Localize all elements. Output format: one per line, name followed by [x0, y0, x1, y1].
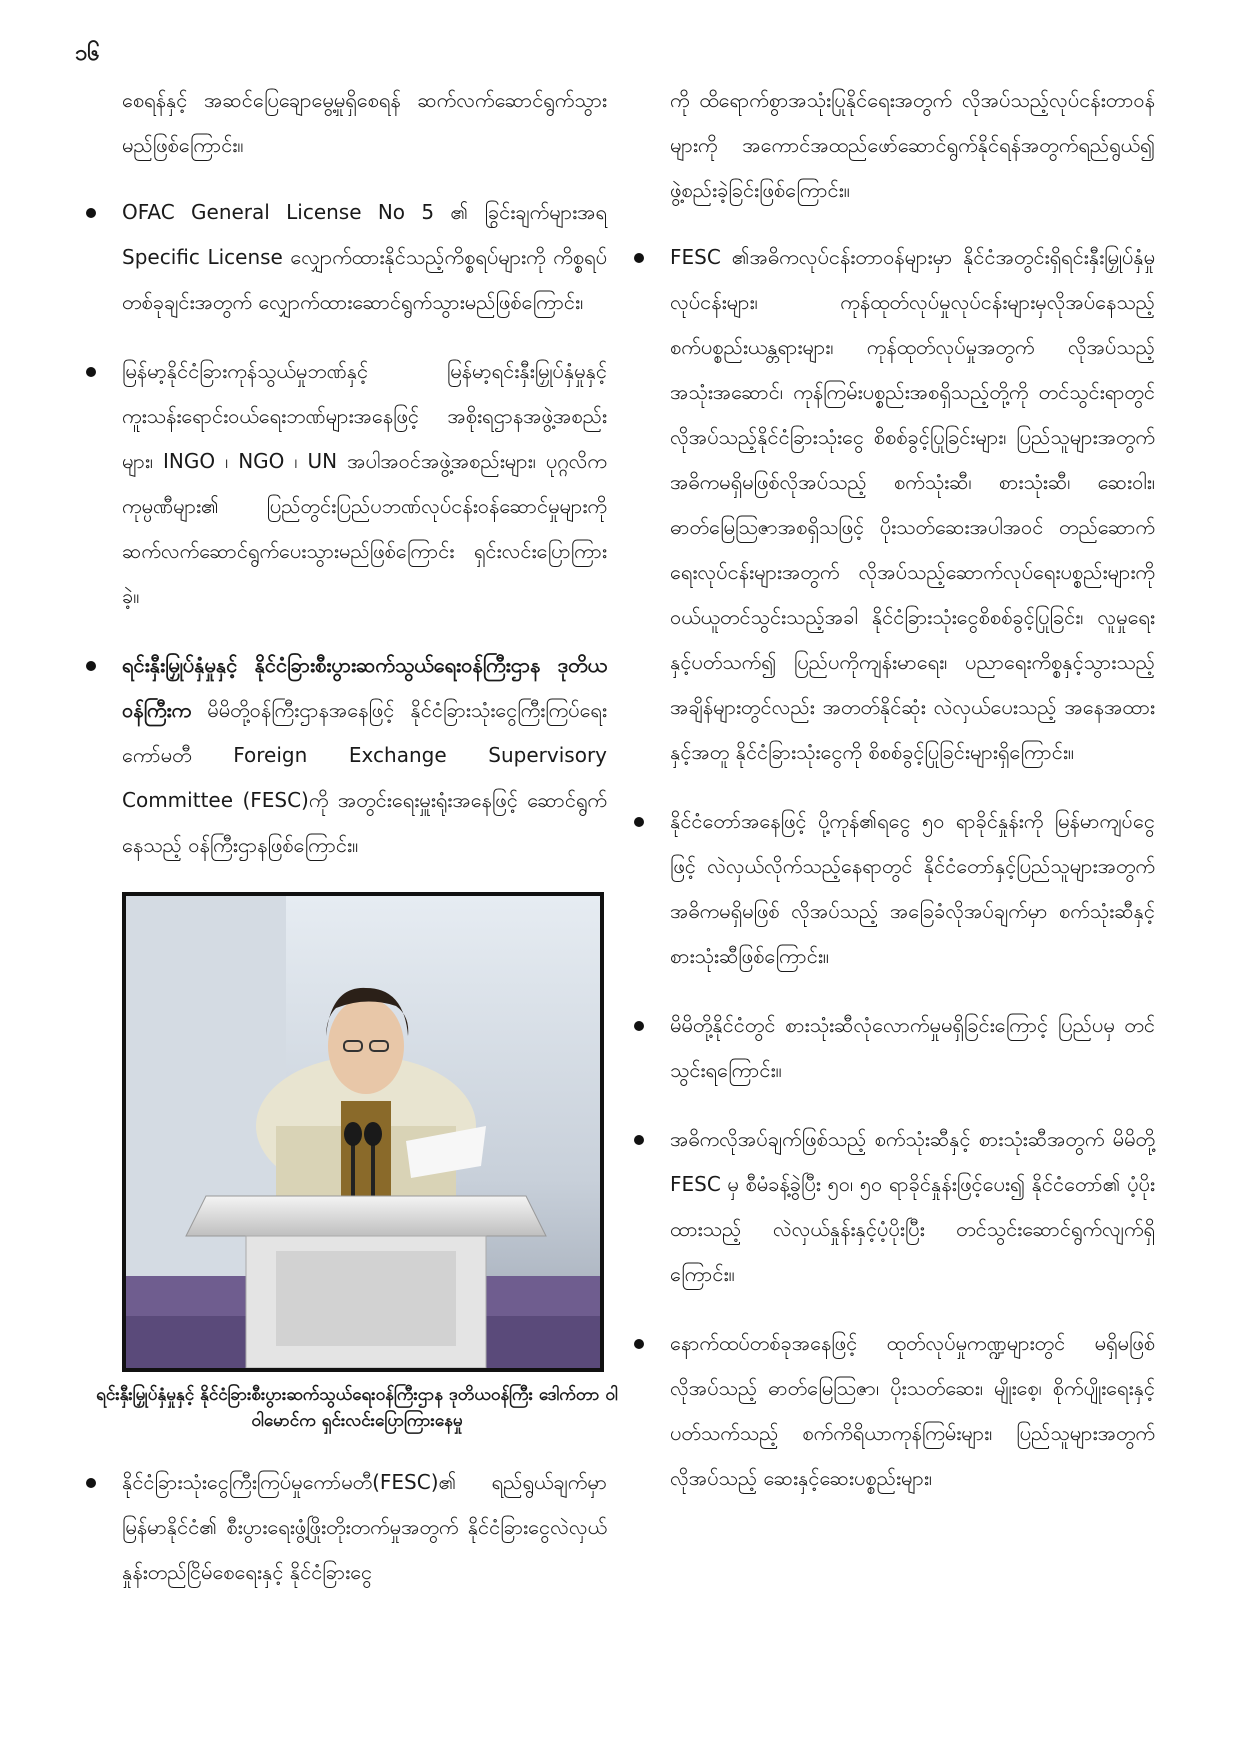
bullet-text: အဓိကလိုအပ်ချက်ဖြစ်သည့် စက်သုံးဆီနှင့် စားသုံးဆီအတွက် မိမိတို့ FESC မှ စီမံခန့်ခွဲပြီး ၅၀၊ ၅၀ ရာခိုင်နှုန်းဖြင့်ပေး၍ နိုင်ငံတော်၏ ပံ့ပိုးထားသည့် လဲလှယ်နှုန်းနှင့်ပံ့ပိုးပြီး တင်သွင်းဆောင်ရွက်လျက်ရှိကြောင်း။: [670, 1127, 1155, 1286]
bullet-dot-icon: [86, 661, 96, 671]
speaker-photo-illustration: [126, 896, 600, 1368]
bullet-item: [640, 235, 1155, 775]
bullet-text: FESC ၏အဓိကလုပ်ငန်းတာဝန်များမှာ နိုင်ငံအတွင်းရှိရင်းနှီးမြှုပ်နှံမှုလုပ်ငန်းများ၊ ကုန်ထုတ်လုပ်မှုလုပ်ငန်းများမှလိုအပ်နေသည့် စက်ပစ္စည်းယန္တရားများ၊ ကုန်ထုတ်လုပ်မှုအတွက် လိုအပ်သည့်အသုံးအဆောင်၊ ကုန်ကြမ်းပစ္စည်းအစရှိသည့်တို့ကို တင်သွင်းရာတွင် လိုအပ်သည့်နိုင်ငံခြားသုံးငွေ စိစစ်ခွင့်ပြုခြင်းများ၊ ပြည်သူများအတွက် အဓိကမရှိမဖြစ်လိုအပ်သည့် စက်သုံးဆီ၊ စားသုံးဆီ၊ ဆေးဝါး၊ ဓာတ်မြေဩဇာအစရှိသဖြင့် ပိုးသတ်ဆေးအပါအဝင် တည်ဆောက်ရေးလုပ်ငန်းများအတွက် လိုအပ်သည့်ဆောက်လုပ်ရေးပစ္စည်းများကို ဝယ်ယူတင်သွင်းသည့်အခါ နိုင်ငံခြားသုံးငွေစိစစ်ခွင့်ပြုခြင်း၊ လူမှုရေးနှင့်ပတ်သက်၍ ပြည်ပကိုကျန်းမာရေး၊ ပညာရေးကိစ္စနှင့်သွားသည့်အချိန်များတွင်လည်း အတတ်နိုင်ဆုံး လဲလှယ်ပေးသည့် အနေအထားနှင့်အတူ နိုင်ငံခြားသုံးငွေကို စိစစ်ခွင့်ပြုခြင်းများရှိကြောင်း။: [670, 245, 1155, 764]
continuation-paragraph: ကို ထိရောက်စွာအသုံးပြုနိုင်ရေးအတွက် လိုအပ်သည့်လုပ်ငန်းတာဝန်များကို အကောင်အထည်ဖော်ဆောင်ရွက်နိုင်ရန်အတွက်ရည်ရွယ်၍ ဖွဲ့စည်းခဲ့ခြင်းဖြစ်ကြောင်း။: [670, 88, 1155, 202]
bullet-text: OFAC General License No 5 ၏ ခြွင်းချက်များအရ Specific License လျှောက်ထားနိုင်သည့်ကိစ္စရပ်များကို ကိစ္စရပ်တစ်ခုချင်းအတွက် လျှောက်ထားဆောင်ရွက်သွားမည်ဖြစ်ကြောင်း၊: [122, 200, 607, 314]
bullet-item: [92, 190, 607, 325]
bullet-dot-icon: [86, 367, 96, 377]
bullet-dot-icon: [86, 1478, 96, 1488]
bullet-text: နိုင်ငံခြားသုံးငွေကြီးကြပ်မှုကော်မတီ(FESC)၏ ရည်ရွယ်ချက်မှာ မြန်မာနိုင်ငံ၏ စီးပွားရေးဖွံ့ဖြိုးတိုးတက်မှုအတွက် နိုင်ငံခြားငွေလဲလှယ်နှုန်းတည်ငြိမ်စေရေးနှင့် နိုင်ငံခြားငွေ: [122, 1470, 607, 1584]
speaker-photo: [122, 892, 604, 1372]
bullet-dot-icon: [634, 1021, 644, 1031]
left-column: [92, 78, 618, 1619]
bullet-dot-icon: [634, 1339, 644, 1349]
bullet-item: [640, 1321, 1155, 1501]
bullet-item: [92, 643, 607, 868]
page-number: ၁၆: [75, 41, 100, 66]
bullet-item: [640, 1117, 1155, 1297]
bullet-item: [92, 349, 607, 619]
bullet-item: [640, 1003, 1155, 1093]
bullet-text: မြန်မာ့နိုင်ငံခြားကုန်သွယ်မှုဘဏ်နှင့် မြန်မာ့ရင်းနှီးမြှုပ်နှံမှုနှင့် ကူးသန်းရောင်းဝယ်ရေးဘဏ်များအနေဖြင့် အစိုးရဌာနအဖွဲ့အစည်းများ၊ INGO ၊ NGO ၊ UN အပါအဝင်အဖွဲ့အစည်းများ၊ ပုဂ္ဂလိကကုမ္ပဏီများ၏ ပြည်တွင်းပြည်ပဘဏ်လုပ်ငန်းဝန်ဆောင်မှုများကို ဆက်လက်ဆောင်ရွက်ပေးသွားမည်ဖြစ်ကြောင်း ရှင်းလင်းပြောကြားခဲ့။: [122, 359, 607, 608]
bullet-text: နိုင်ငံတော်အနေဖြင့် ပို့ကုန်၏ရငွေ ၅၀ ရာခိုင်နှုန်းကို မြန်မာကျပ်ငွေဖြင့် လဲလှယ်လိုက်သည့်နေရာတွင် နိုင်ငံတော်နှင့်ပြည်သူများအတွက် အဓိကမရှိမဖြစ် လိုအပ်သည့် အခြေခံလိုအပ်ချက်မှာ စက်သုံးဆီနှင့် စားသုံးဆီဖြစ်ကြောင်း။: [670, 809, 1155, 968]
bullet-text: မိမိတို့နိုင်ငံတွင် စားသုံးဆီလုံလောက်မှုမရှိခြင်းကြောင့် ပြည်ပမှ တင်သွင်းရကြောင်း။: [670, 1013, 1155, 1082]
bullet-dot-icon: [634, 817, 644, 827]
bullet-text: နောက်ထပ်တစ်ခုအနေဖြင့် ထုတ်လုပ်မှုကဏ္ဍများတွင် မရှိမဖြစ်လိုအပ်သည့် ဓာတ်မြေဩဇာ၊ ပိုးသတ်ဆေး၊ မျိုးစေ့၊ စိုက်ပျိုးရေးနှင့်ပတ်သက်သည့် စက်ကိရိယာကုန်ကြမ်းများ၊ ပြည်သူများအတွက် လိုအပ်သည့် ဆေးနှင့်ဆေးပစ္စည်းများ၊: [670, 1331, 1155, 1490]
bullet-text: မိမိတို့ဝန်ကြီးဌာနအနေဖြင့် နိုင်ငံခြားသုံးငွေကြီးကြပ်ရေးကော်မတီ Foreign Exchange Supervisory Committee (FESC)ကို အတွင်းရေးမှူးရုံးအနေဖြင့် ဆောင်ရွက်နေသည့် ဝန်ကြီးဌာနဖြစ်ကြောင်း။: [122, 698, 607, 857]
bullet-dot-icon: [634, 1135, 644, 1145]
photo-caption: ရင်းနှီးမြှုပ်နှံမှုနှင့် နိုင်ငံခြားစီးပွားဆက်သွယ်ရေးဝန်ကြီးဌာန ဒုတိယဝန်ကြီး ဒေါက်တာ ဝါဝါမောင်က ရှင်းလင်းပြောကြားနေမှု: [96, 1385, 618, 1431]
bullet-bold-lead: ရင်းနှီးမြှုပ်နှံမှုနှင့် နိုင်ငံခြားစီးပွားဆက်သွယ်ရေးဝန်ကြီးဌာန ဒုတိယဝန်ကြီးက: [122, 653, 607, 722]
right-column: [640, 78, 1155, 1525]
bullet-dot-icon: [86, 208, 96, 218]
continuation-paragraph: စေရန်နှင့် အဆင်ပြေချောမွေ့မှုရှိစေရန် ဆက်လက်ဆောင်ရွက်သွားမည်ဖြစ်ကြောင်း။: [122, 88, 607, 157]
bullet-item: [640, 799, 1155, 979]
bullet-dot-icon: [634, 253, 644, 263]
bullet-item: [92, 1460, 607, 1595]
